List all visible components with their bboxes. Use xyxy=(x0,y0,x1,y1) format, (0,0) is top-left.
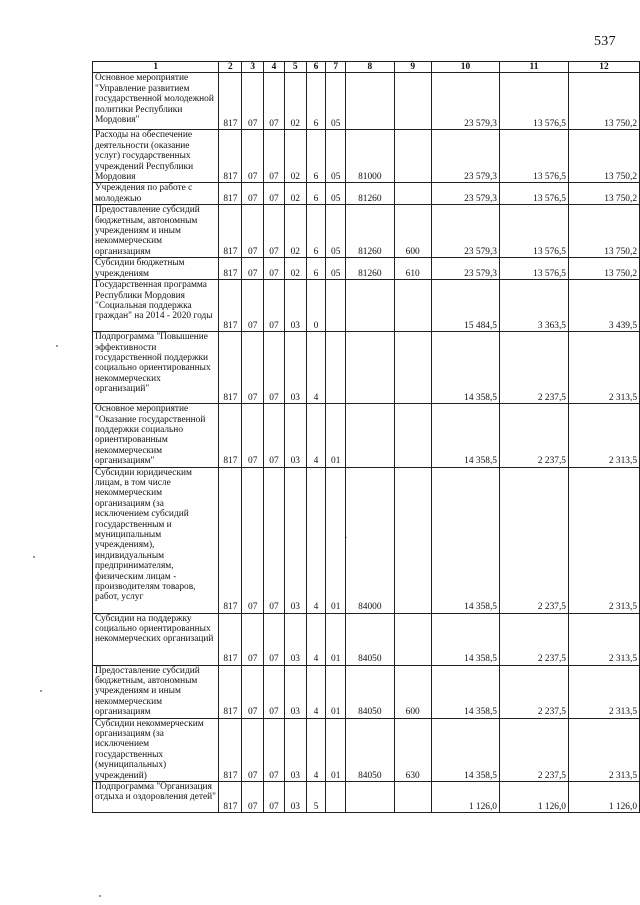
row-cell-c12: 2 313,5 xyxy=(568,332,639,404)
table-row xyxy=(93,332,640,404)
table-row xyxy=(93,280,640,332)
row-cell-c3: 07 xyxy=(242,183,264,205)
row-cell-c9 xyxy=(394,613,431,665)
row-name-cell: Основное мероприятие "Оказание государственной поддержки социально ориентированным некоммерческим организациям" xyxy=(93,404,219,467)
row-cell-c8: 84050 xyxy=(346,613,394,665)
row-cell-c7 xyxy=(326,280,346,332)
row-cell-c9 xyxy=(394,404,431,467)
row-cell-c9 xyxy=(394,73,431,130)
row-name-cell: Расходы на обеспечение деятельности (оказание услуг) государственных учреждений Республики Мордовия xyxy=(93,130,219,183)
column-header-3: 3 xyxy=(242,62,264,73)
column-header-5: 5 xyxy=(284,62,306,73)
row-cell-c12: 1 126,0 xyxy=(568,782,639,813)
row-name-cell: Предоставление субсидий бюджетным, автономным учреждениям и иным некоммерческим организациям xyxy=(93,665,219,718)
row-cell-c9: 600 xyxy=(394,665,431,718)
row-cell-c6: 6 xyxy=(306,130,326,183)
row-cell-c8: 84050 xyxy=(346,718,394,781)
row-cell-c8: 81260 xyxy=(346,205,394,258)
row-cell-c11: 13 576,5 xyxy=(499,258,568,280)
row-cell-c5: 02 xyxy=(284,258,306,280)
row-name-cell: Субсидии юридическим лицам, в том числе некоммерческим организациям (за исключением субсидий государственным и муниципальным учреждениям), индивидуальным предпринимателям, физическим лицам - производителям товаров, работ, услуг xyxy=(93,467,219,613)
row-name-cell: Субсидии бюджетным учреждениям xyxy=(93,258,219,280)
row-cell-c6: 4 xyxy=(306,718,326,781)
row-cell-c8: 81000 xyxy=(346,130,394,183)
row-cell-c7: 01 xyxy=(326,404,346,467)
row-cell-c10: 14 358,5 xyxy=(431,467,499,613)
row-cell-c7: 01 xyxy=(326,467,346,613)
row-cell-c3: 07 xyxy=(242,73,264,130)
row-cell-c10: 14 358,5 xyxy=(431,404,499,467)
row-cell-c6: 6 xyxy=(306,73,326,130)
row-cell-c10: 23 579,3 xyxy=(431,205,499,258)
row-cell-c12: 2 313,5 xyxy=(568,404,639,467)
row-cell-c11: 2 237,5 xyxy=(499,467,568,613)
row-cell-c10: 14 358,5 xyxy=(431,665,499,718)
row-cell-c5: 03 xyxy=(284,404,306,467)
row-cell-c8: 84000 xyxy=(346,467,394,613)
row-cell-c5: 02 xyxy=(284,130,306,183)
column-header-6: 6 xyxy=(306,62,326,73)
table-body xyxy=(93,73,640,813)
row-cell-c6: 4 xyxy=(306,613,326,665)
row-cell-c6: 0 xyxy=(306,280,326,332)
row-cell-c12: 13 750,2 xyxy=(568,130,639,183)
row-cell-c11: 2 237,5 xyxy=(499,613,568,665)
row-cell-c11: 13 576,5 xyxy=(499,183,568,205)
table-row xyxy=(93,665,640,718)
row-cell-c8 xyxy=(346,73,394,130)
row-cell-c6: 4 xyxy=(306,332,326,404)
row-cell-c11: 2 237,5 xyxy=(499,665,568,718)
row-cell-c10: 14 358,5 xyxy=(431,613,499,665)
row-cell-c8 xyxy=(346,404,394,467)
row-cell-c2: 817 xyxy=(219,404,242,467)
table-row xyxy=(93,258,640,280)
row-cell-c7: 05 xyxy=(326,205,346,258)
row-cell-c9 xyxy=(394,183,431,205)
row-cell-c4: 07 xyxy=(264,718,285,781)
row-name-cell: Учреждения по работе с молодежью xyxy=(93,183,219,205)
row-cell-c11: 13 576,5 xyxy=(499,205,568,258)
row-cell-c3: 07 xyxy=(242,467,264,613)
row-cell-c7: 05 xyxy=(326,73,346,130)
row-cell-c9 xyxy=(394,332,431,404)
table-row xyxy=(93,205,640,258)
row-cell-c5: 03 xyxy=(284,782,306,813)
row-name-cell: Предоставление субсидий бюджетным, автономным учреждениям и иным некоммерческим организациям xyxy=(93,205,219,258)
row-cell-c5: 02 xyxy=(284,205,306,258)
row-cell-c5: 02 xyxy=(284,73,306,130)
row-cell-c8: 81260 xyxy=(346,258,394,280)
row-cell-c9 xyxy=(394,280,431,332)
row-cell-c5: 03 xyxy=(284,467,306,613)
row-cell-c2: 817 xyxy=(219,280,242,332)
table-row xyxy=(93,718,640,781)
table-row xyxy=(93,782,640,813)
column-header-9: 9 xyxy=(394,62,431,73)
row-name-cell: Субсидии некоммерческим организациям (за исключением государственных (муниципальных) учреждений) xyxy=(93,718,219,781)
row-cell-c11: 2 237,5 xyxy=(499,718,568,781)
row-cell-c2: 817 xyxy=(219,73,242,130)
row-cell-c11: 3 363,5 xyxy=(499,280,568,332)
column-header-7: 7 xyxy=(326,62,346,73)
row-cell-c7: 05 xyxy=(326,130,346,183)
row-cell-c4: 07 xyxy=(264,130,285,183)
row-cell-c3: 07 xyxy=(242,258,264,280)
table-header-row xyxy=(93,62,640,73)
row-cell-c2: 817 xyxy=(219,130,242,183)
row-cell-c7: 05 xyxy=(326,183,346,205)
row-cell-c10: 14 358,5 xyxy=(431,718,499,781)
row-cell-c4: 07 xyxy=(264,404,285,467)
row-cell-c5: 03 xyxy=(284,613,306,665)
row-cell-c6: 6 xyxy=(306,183,326,205)
row-cell-c12: 2 313,5 xyxy=(568,613,639,665)
row-cell-c2: 817 xyxy=(219,613,242,665)
row-cell-c10: 23 579,3 xyxy=(431,130,499,183)
row-cell-c3: 07 xyxy=(242,665,264,718)
row-name-cell: Государственная программа Республики Мордовия "Социальная поддержка граждан" на 2014 - 2020 годы xyxy=(93,280,219,332)
row-cell-c12: 2 313,5 xyxy=(568,665,639,718)
row-cell-c2: 817 xyxy=(219,258,242,280)
row-cell-c4: 07 xyxy=(264,332,285,404)
table-row xyxy=(93,130,640,183)
table-row xyxy=(93,73,640,130)
row-cell-c10: 23 579,3 xyxy=(431,183,499,205)
row-cell-c11: 13 576,5 xyxy=(499,130,568,183)
row-cell-c7: 01 xyxy=(326,718,346,781)
row-cell-c9: 600 xyxy=(394,205,431,258)
row-cell-c10: 14 358,5 xyxy=(431,332,499,404)
row-cell-c2: 817 xyxy=(219,205,242,258)
row-cell-c6: 4 xyxy=(306,467,326,613)
row-cell-c10: 15 484,5 xyxy=(431,280,499,332)
row-cell-c5: 03 xyxy=(284,332,306,404)
column-header-1: 1 xyxy=(93,62,219,73)
row-cell-c12: 13 750,2 xyxy=(568,183,639,205)
row-name-cell: Основное мероприятие "Управление развитием государственной молодежной политики Республики Мордовия" xyxy=(93,73,219,130)
row-cell-c3: 07 xyxy=(242,332,264,404)
row-cell-c2: 817 xyxy=(219,665,242,718)
row-cell-c2: 817 xyxy=(219,183,242,205)
row-name-cell: Субсидии на поддержку социально ориентированных некоммерческих организаций xyxy=(93,613,219,665)
row-cell-c3: 07 xyxy=(242,130,264,183)
table-row xyxy=(93,404,640,467)
row-cell-c4: 07 xyxy=(264,467,285,613)
row-cell-c4: 07 xyxy=(264,665,285,718)
row-cell-c2: 817 xyxy=(219,467,242,613)
table-row xyxy=(93,613,640,665)
row-cell-c7: 01 xyxy=(326,665,346,718)
row-cell-c4: 07 xyxy=(264,73,285,130)
column-header-11: 11 xyxy=(499,62,568,73)
column-header-2: 2 xyxy=(219,62,242,73)
row-cell-c9: 610 xyxy=(394,258,431,280)
row-cell-c8 xyxy=(346,782,394,813)
row-cell-c6: 6 xyxy=(306,258,326,280)
row-cell-c3: 07 xyxy=(242,404,264,467)
row-cell-c4: 07 xyxy=(264,613,285,665)
row-cell-c11: 2 237,5 xyxy=(499,332,568,404)
row-cell-c9 xyxy=(394,130,431,183)
row-cell-c7 xyxy=(326,782,346,813)
row-cell-c3: 07 xyxy=(242,205,264,258)
row-cell-c5: 03 xyxy=(284,280,306,332)
row-cell-c9 xyxy=(394,782,431,813)
row-cell-c3: 07 xyxy=(242,613,264,665)
row-cell-c11: 1 126,0 xyxy=(499,782,568,813)
row-name-cell: Подпрограмма "Повышение эффективности государственной поддержки социально ориентированных некоммерческих организаций" xyxy=(93,332,219,404)
row-cell-c7: 05 xyxy=(326,258,346,280)
row-cell-c4: 07 xyxy=(264,782,285,813)
row-cell-c5: 03 xyxy=(284,718,306,781)
column-header-4: 4 xyxy=(264,62,285,73)
row-cell-c6: 6 xyxy=(306,205,326,258)
row-cell-c3: 07 xyxy=(242,718,264,781)
row-name-cell: Подпрограмма "Организация отдыха и оздоровления детей" xyxy=(93,782,219,813)
column-header-8: 8 xyxy=(346,62,394,73)
row-cell-c5: 02 xyxy=(284,183,306,205)
row-cell-c4: 07 xyxy=(264,183,285,205)
row-cell-c2: 817 xyxy=(219,718,242,781)
row-cell-c10: 1 126,0 xyxy=(431,782,499,813)
row-cell-c5: 03 xyxy=(284,665,306,718)
row-cell-c3: 07 xyxy=(242,280,264,332)
column-header-10: 10 xyxy=(431,62,499,73)
row-cell-c10: 23 579,3 xyxy=(431,73,499,130)
row-cell-c11: 2 237,5 xyxy=(499,404,568,467)
row-cell-c12: 13 750,2 xyxy=(568,258,639,280)
row-cell-c8 xyxy=(346,332,394,404)
row-cell-c12: 2 313,5 xyxy=(568,718,639,781)
row-cell-c12: 13 750,2 xyxy=(568,73,639,130)
row-cell-c12: 3 439,5 xyxy=(568,280,639,332)
row-cell-c7 xyxy=(326,332,346,404)
row-cell-c7: 01 xyxy=(326,613,346,665)
row-cell-c4: 07 xyxy=(264,205,285,258)
row-cell-c12: 2 313,5 xyxy=(568,467,639,613)
table-row xyxy=(93,467,640,613)
row-cell-c6: 5 xyxy=(306,782,326,813)
row-cell-c4: 07 xyxy=(264,280,285,332)
budget-table xyxy=(92,61,640,813)
row-cell-c8 xyxy=(346,280,394,332)
row-cell-c8: 84050 xyxy=(346,665,394,718)
row-cell-c2: 817 xyxy=(219,332,242,404)
row-cell-c11: 13 576,5 xyxy=(499,73,568,130)
row-cell-c3: 07 xyxy=(242,782,264,813)
table-row xyxy=(93,183,640,205)
row-cell-c2: 817 xyxy=(219,782,242,813)
column-header-12: 12 xyxy=(568,62,639,73)
row-cell-c12: 13 750,2 xyxy=(568,205,639,258)
row-cell-c9 xyxy=(394,467,431,613)
row-cell-c9: 630 xyxy=(394,718,431,781)
row-cell-c4: 07 xyxy=(264,258,285,280)
page-number: 537 xyxy=(594,34,616,49)
row-cell-c10: 23 579,3 xyxy=(431,258,499,280)
row-cell-c6: 4 xyxy=(306,404,326,467)
row-cell-c8: 81260 xyxy=(346,183,394,205)
row-cell-c6: 4 xyxy=(306,665,326,718)
